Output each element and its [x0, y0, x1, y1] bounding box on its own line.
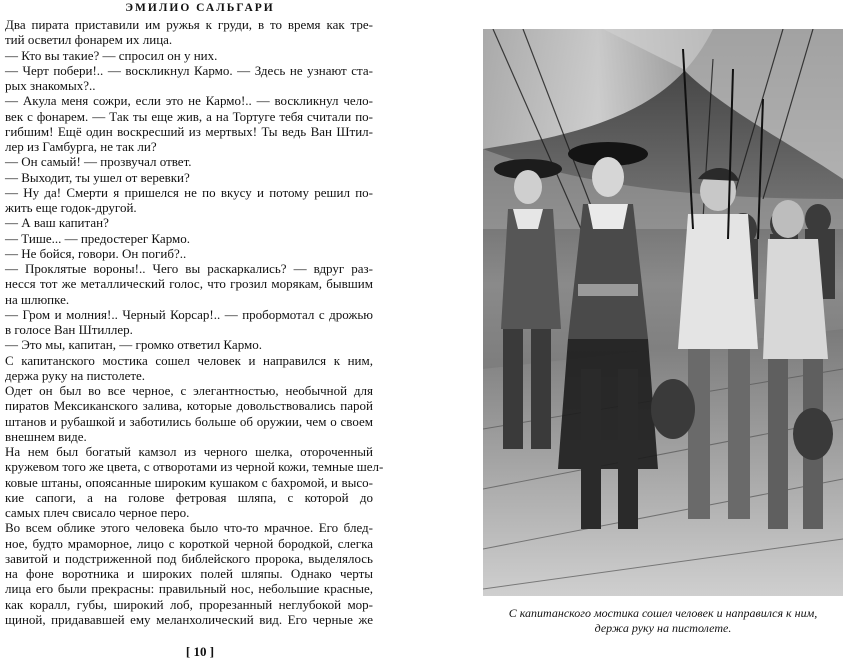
caption-line: С капитанского мостика сошел человек и направился к ним,: [508, 606, 818, 620]
page-number: [ 10 ]: [185, 644, 215, 659]
caption-line: держа руку на пистолете.: [594, 621, 732, 635]
text-line: ное, будто мраморное, лицо с короткой черной бородкой, слегка: [5, 535, 373, 551]
text-line: ковые штаны, опоясанные широким кушаком с бахромой, и высо-: [5, 474, 373, 490]
running-head: ЭМИЛИО САЛЬГАРИ: [125, 2, 275, 14]
text-line: На нем был богатый камзол из черного шелка, отороченный: [5, 444, 373, 459]
text-line: держа руку на пистолете.: [5, 367, 146, 383]
text-line: гибшим! Ещё один воскресший из мертвых! Ты ведь Ван Штил-: [5, 123, 373, 139]
text-line: — Ну да! Смерти я пришелся не по вкусу и потому решил по-: [5, 184, 373, 200]
text-line: — Кто вы такие? — спросил он у них.: [5, 47, 218, 63]
text-line: С капитанского мостика сошел человек и направился к ним,: [5, 352, 373, 368]
illustration-engraving: [483, 29, 843, 596]
text-line: — Тише... — предостерег Кармо.: [5, 230, 190, 246]
left-page: [0, 0, 400, 664]
text-line: жить еще годок-другой.: [5, 200, 137, 215]
text-line: — Гром и молния!.. Черный Корсар!.. — пробормотал с дрожью: [5, 306, 373, 322]
text-line: век с фонарем. — Так ты еще жив, а на Тортуге тебя считали по-: [5, 108, 373, 124]
text-line: — Он самый! — прозвучал ответ.: [5, 154, 192, 170]
text-line: Одет он был во все черное, с элегантностью, необычной для: [5, 383, 373, 398]
text-line: в голосе Ван Штиллер.: [5, 322, 133, 337]
text-line: пиратов Мексиканского залива, которые довольствовались парой: [5, 398, 373, 414]
text-line: Два пирата приставили им ружья к груди, в то время как тре-: [5, 17, 373, 32]
text-line: кие сапоги, а на голове фетровая шляпа, с которой до: [5, 489, 373, 505]
text-line: тий осветил фонарем их лица.: [5, 32, 173, 48]
illustration-caption: [470, 606, 856, 636]
text-line: — Это мы, капитан, — громко ответил Кармо.: [5, 337, 262, 353]
text-line: рых знакомых?..: [5, 78, 96, 93]
text-line: несся тот же металлический голос, что грозил морякам, бывшим: [5, 276, 373, 292]
text-line: штанов и рубашкой и заботились больше об оружии, чем о своем: [5, 413, 373, 429]
text-line: завитой и подстриженной под библейского пророка, выделялось: [5, 550, 373, 566]
text-line: щиной, придававшей ему меланхолический вид. Его черные же: [5, 611, 373, 627]
text-line: — Не бойся, говори. Он погиб?..: [5, 245, 187, 261]
text-line: на фоне воротника и широких полей шляпы. Однако черты: [5, 566, 373, 581]
text-line: — Акула меня сожри, если это не Кармо!.. — воскликнул чело-: [5, 93, 373, 109]
right-page: [470, 0, 856, 664]
text-line: как коралл, губы, широкий лоб, прорезанный неглубокой мор-: [5, 596, 373, 612]
text-line: — А ваш капитан?: [5, 215, 109, 231]
text-line: кружевом того же цвета, с отворотами из черной кожи, темные шел-: [5, 459, 384, 475]
text-line: лер из Гамбурга, не так ли?: [5, 139, 157, 154]
text-line: — Черт побери!.. — воскликнул Кармо. — Здесь не узнают ста-: [5, 62, 373, 78]
text-line: на шлюпке.: [5, 291, 70, 307]
body-text: [5, 17, 384, 627]
text-line: самых плеч свисало черное перо.: [5, 505, 190, 520]
text-line: внешнем виде.: [5, 428, 87, 444]
text-line: — Проклятые вороны!.. Чего вы раскаркались? — вдруг раз-: [5, 261, 373, 276]
text-line: — Выходит, ты ушел от веревки?: [5, 169, 190, 185]
illustration: [483, 29, 843, 596]
text-line: лица его были прекрасны: правильный нос, небольшие красные,: [5, 581, 373, 597]
text-line: Во всем облике этого человека было что-то мрачное. Его блед-: [5, 520, 373, 536]
